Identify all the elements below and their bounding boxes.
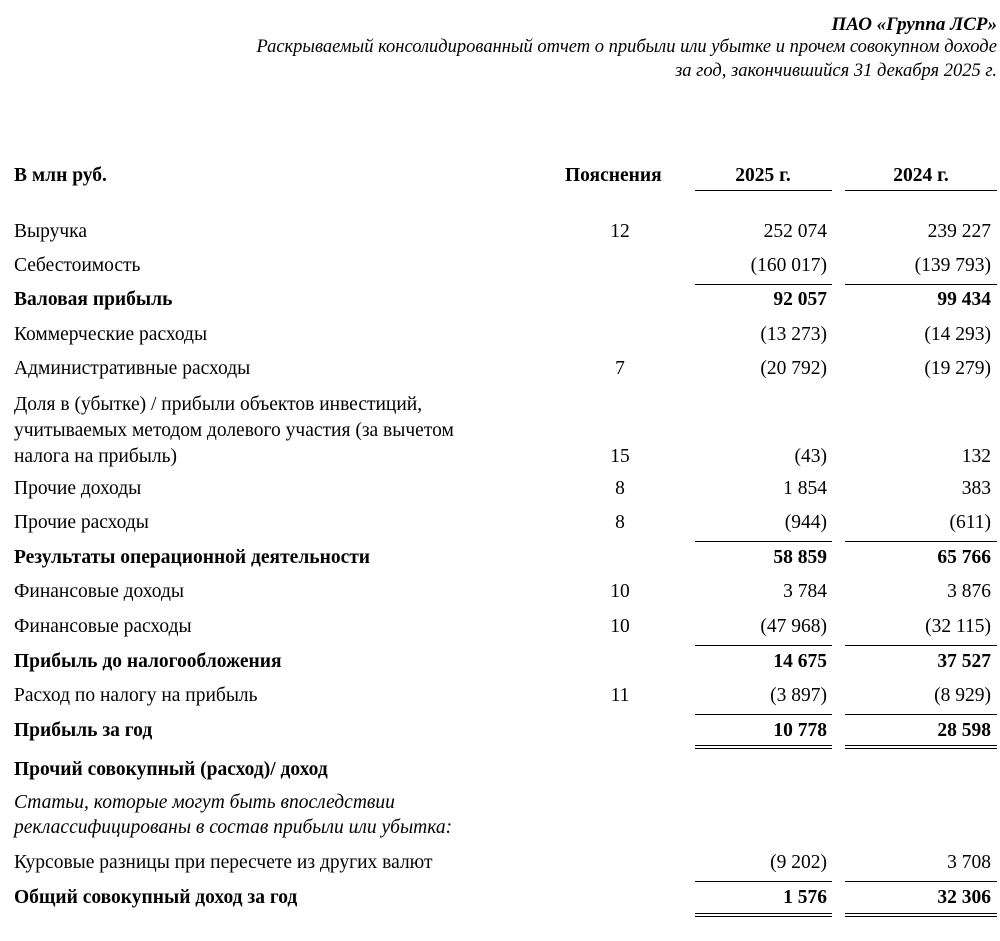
value-2025: (43) (794, 446, 827, 467)
subtotal-rule-2024 (845, 284, 997, 285)
row-label: Прибыль за год (14, 720, 153, 741)
row-label-line-2: учитываемых методом долевого участия (за вычетом (14, 420, 454, 441)
row-label: Курсовые разницы при пересчете из других валют (14, 852, 433, 873)
subtotal-rule-2024 (845, 881, 997, 882)
value-2025: (20 792) (760, 358, 827, 379)
value-2025: 3 784 (783, 581, 827, 602)
row-label: Административные расходы (14, 358, 251, 379)
row-label-line-3: налога на прибыль) (14, 446, 177, 467)
total-double-rule-2025-top (695, 913, 832, 914)
value-2024: 239 227 (927, 221, 991, 242)
value-2024: 3 708 (947, 852, 991, 873)
value-2025: (13 273) (760, 324, 827, 345)
row-label: Прочие доходы (14, 478, 142, 499)
total-double-rule-2025-top (695, 745, 832, 746)
subtotal-rule-2024 (845, 714, 997, 715)
value-2025: (944) (784, 512, 827, 533)
subtotal-rule-2024 (845, 645, 997, 646)
row-label: Финансовые доходы (14, 581, 185, 602)
value-2025: (160 017) (750, 255, 827, 276)
value-2025: (3 897) (770, 685, 827, 706)
row-label: Финансовые расходы (14, 616, 192, 637)
value-2025: 252 074 (763, 221, 827, 242)
row-note: 8 (615, 512, 625, 533)
row-label: Выручка (14, 221, 87, 242)
value-2024: 132 (961, 446, 991, 467)
value-2024: (32 115) (925, 616, 991, 637)
value-2024: 383 (961, 478, 991, 499)
subtotal-rule-2025 (695, 541, 832, 542)
row-label-line-2: реклассифицированы в состав прибыли или убытка: (14, 817, 453, 838)
value-2024: (139 793) (914, 255, 991, 276)
header-underline-2024 (845, 190, 997, 191)
subtotal-rule-2024 (845, 541, 997, 542)
column-header-2024: 2024 г. (893, 165, 949, 186)
subtotal-rule-2025 (695, 881, 832, 882)
row-label: Коммерческие расходы (14, 324, 208, 345)
row-note: 10 (610, 616, 630, 637)
column-header-label: В млн руб. (14, 165, 107, 186)
value-2025: 14 675 (773, 651, 827, 672)
value-2025: 1 576 (783, 887, 827, 908)
value-2025: 10 778 (773, 720, 827, 741)
report-period: за год, закончившийся 31 декабря 2025 г. (675, 61, 997, 81)
subtotal-rule-2025 (695, 714, 832, 715)
total-double-rule-2025-bottom (695, 748, 832, 749)
value-2024: (19 279) (924, 358, 991, 379)
row-label-line-1: Доля в (убытке) / прибыли объектов инвестиций, (14, 394, 423, 415)
subtotal-rule-2025 (695, 645, 832, 646)
value-2024: 99 434 (937, 289, 991, 310)
column-header-notes: Пояснения (565, 165, 662, 186)
report-title: Раскрываемый консолидированный отчет о прибыли или убытке и прочем совокупном доходе (256, 37, 997, 57)
total-double-rule-2025-bottom (695, 916, 832, 917)
row-label: Прочий совокупный (расход)/ доход (14, 759, 328, 780)
row-label: Валовая прибыль (14, 289, 173, 310)
value-2025: (47 968) (760, 616, 827, 637)
value-2025: 58 859 (773, 547, 827, 568)
value-2024: 65 766 (937, 547, 991, 568)
value-2024: (611) (949, 512, 991, 533)
row-label: Прибыль до налогообложения (14, 651, 282, 672)
row-label: Прочие расходы (14, 512, 149, 533)
value-2025: 1 854 (783, 478, 827, 499)
row-note: 10 (610, 581, 630, 602)
row-note: 8 (615, 478, 625, 499)
row-note: 11 (610, 685, 630, 706)
value-2024: (8 929) (934, 685, 991, 706)
row-note: 15 (610, 446, 630, 467)
row-note: 12 (610, 221, 630, 242)
subtotal-rule-2025 (695, 284, 832, 285)
row-label-line-1: Статьи, которые могут быть впоследствии (14, 792, 395, 813)
value-2024: 3 876 (947, 581, 991, 602)
value-2024: 28 598 (937, 720, 991, 741)
header-underline-2025 (695, 190, 832, 191)
row-note: 7 (615, 358, 625, 379)
value-2025: 92 057 (773, 289, 827, 310)
row-label: Результаты операционной деятельности (14, 547, 371, 568)
value-2024: (14 293) (924, 324, 991, 345)
value-2024: 37 527 (937, 651, 991, 672)
column-header-2025: 2025 г. (735, 165, 791, 186)
row-label: Себестоимость (14, 255, 141, 276)
value-2024: 32 306 (937, 887, 991, 908)
total-double-rule-2024-bottom (845, 748, 997, 749)
company-name: ПАО «Группа ЛСР» (831, 14, 997, 35)
row-label: Общий совокупный доход за год (14, 887, 298, 908)
total-double-rule-2024-top (845, 913, 997, 914)
row-label: Расход по налогу на прибыль (14, 685, 258, 706)
total-double-rule-2024-top (845, 745, 997, 746)
total-double-rule-2024-bottom (845, 916, 997, 917)
value-2025: (9 202) (770, 852, 827, 873)
